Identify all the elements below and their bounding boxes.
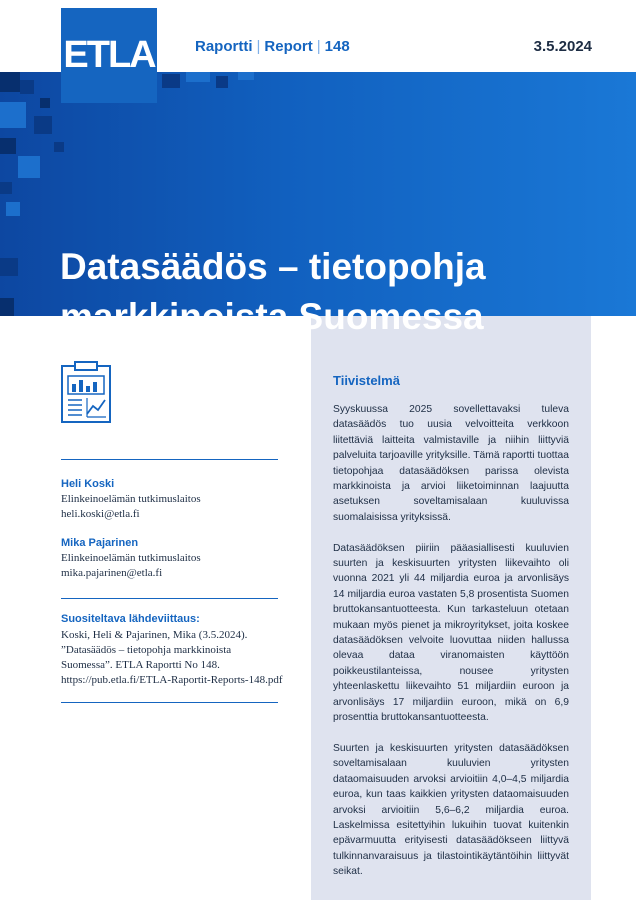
summary-paragraph: Datasäädöksen piiriin pääasiallisesti kuuluvien suurten ja keskisuurten yritysten liikevaihto oli vuonna 2021 yli 44 miljardia euroa ja arvonlisäys 14 miljardia euroa vastaten 5,8 prosentista Suomen bruttokansantuotteesta. Kun tarkasteluun otetaan mukaan myös pienet ja mikroyritykset, joita koskee datasäädöksen velvoite luovuttaa niiden hallussa olevaa dataa viranomaisten käyttöön poikkeustilanteissa, nousee yritysten yhteenlaskettu liikevaihto 51 miljardiin euroon ja arvonlisäys 17 miljardiin euroon, mikä on 6,9 prosenttia bruttokansantuotteesta. <box>333 542 569 724</box>
summary-body <box>333 402 569 895</box>
summary-heading: Tiivistelmä <box>333 373 400 388</box>
author-email[interactable]: heli.koski@etla.fi <box>61 508 140 520</box>
title-banner <box>0 72 636 337</box>
series-fi: Raportti <box>195 38 253 55</box>
citation-heading: Suositeltava lähdeviittaus: <box>61 613 200 625</box>
citation-line: ”Datasäädös – tietopohja markkinoista <box>61 644 232 656</box>
summary-paragraph: Syyskuussa 2025 sovellettavaksi tuleva datasäädös tuo uusia velvoitteita verkkoon liitettäviä laitteita valmistaville ja niihin liittyviä palveluita tarjoaville yrityksille. Tämä raportti tuottaa tietopohjaa datasäädöksen parissa olevista markkinoista ja arvioi liiketoiminnan laajuutta asetuksen soveltamisalaan kuuluvissa suomalaisissa yrityksissä. <box>333 404 569 523</box>
report-date: 3.5.2024 <box>533 38 592 55</box>
divider <box>61 459 278 460</box>
separator: | <box>316 38 321 55</box>
report-document-icon <box>60 360 112 424</box>
author-name: Heli Koski <box>61 478 115 490</box>
author-email[interactable]: mika.pajarinen@etla.fi <box>61 567 163 579</box>
report-number: 148 <box>324 38 350 55</box>
citation-link[interactable]: https://pub.etla.fi/ETLA-Raportit-Reports-148.pdf <box>61 674 283 686</box>
author-org: Elinkeinoelämän tutkimuslaitos <box>61 493 201 505</box>
citation-line: Koski, Heli & Pajarinen, Mika (3.5.2024). <box>61 629 248 641</box>
logo-text: ETLA <box>63 34 155 76</box>
title-line: markkinoista Suomessa <box>60 296 484 337</box>
report-title <box>60 242 620 342</box>
title-line: Datasäädös – tietopohja <box>60 246 486 287</box>
divider <box>61 702 278 703</box>
citation-line: Suomessa”. ETLA Raportti No 148. <box>61 659 220 671</box>
series-en: Report <box>264 38 313 55</box>
author-name: Mika Pajarinen <box>61 537 139 549</box>
summary-paragraph: Suurten ja keskisuurten yritysten datasäädöksen soveltamisalaan kuuluvien yritysten dataomaisuuden arvoksi arvioitiin 4,0–4,5 miljardia euroa, kun taas kaikkien yritysten dataomaisuuden arvoksi arvioitiin 5,6–6,2 miljardia euroa. Laskelmissa esitettyihin lukuihin tuovat kuitenkin epävarmuutta erityisesti datasäädökseen liittyvä tulkinnanvaraisuus ja tilastointikäytäntöihin liittyvät seikat. <box>333 742 569 878</box>
etla-logo <box>61 8 157 103</box>
author-org: Elinkeinoelämän tutkimuslaitos <box>61 552 201 564</box>
divider <box>61 598 278 599</box>
series-label <box>195 38 350 55</box>
separator: | <box>256 38 261 55</box>
